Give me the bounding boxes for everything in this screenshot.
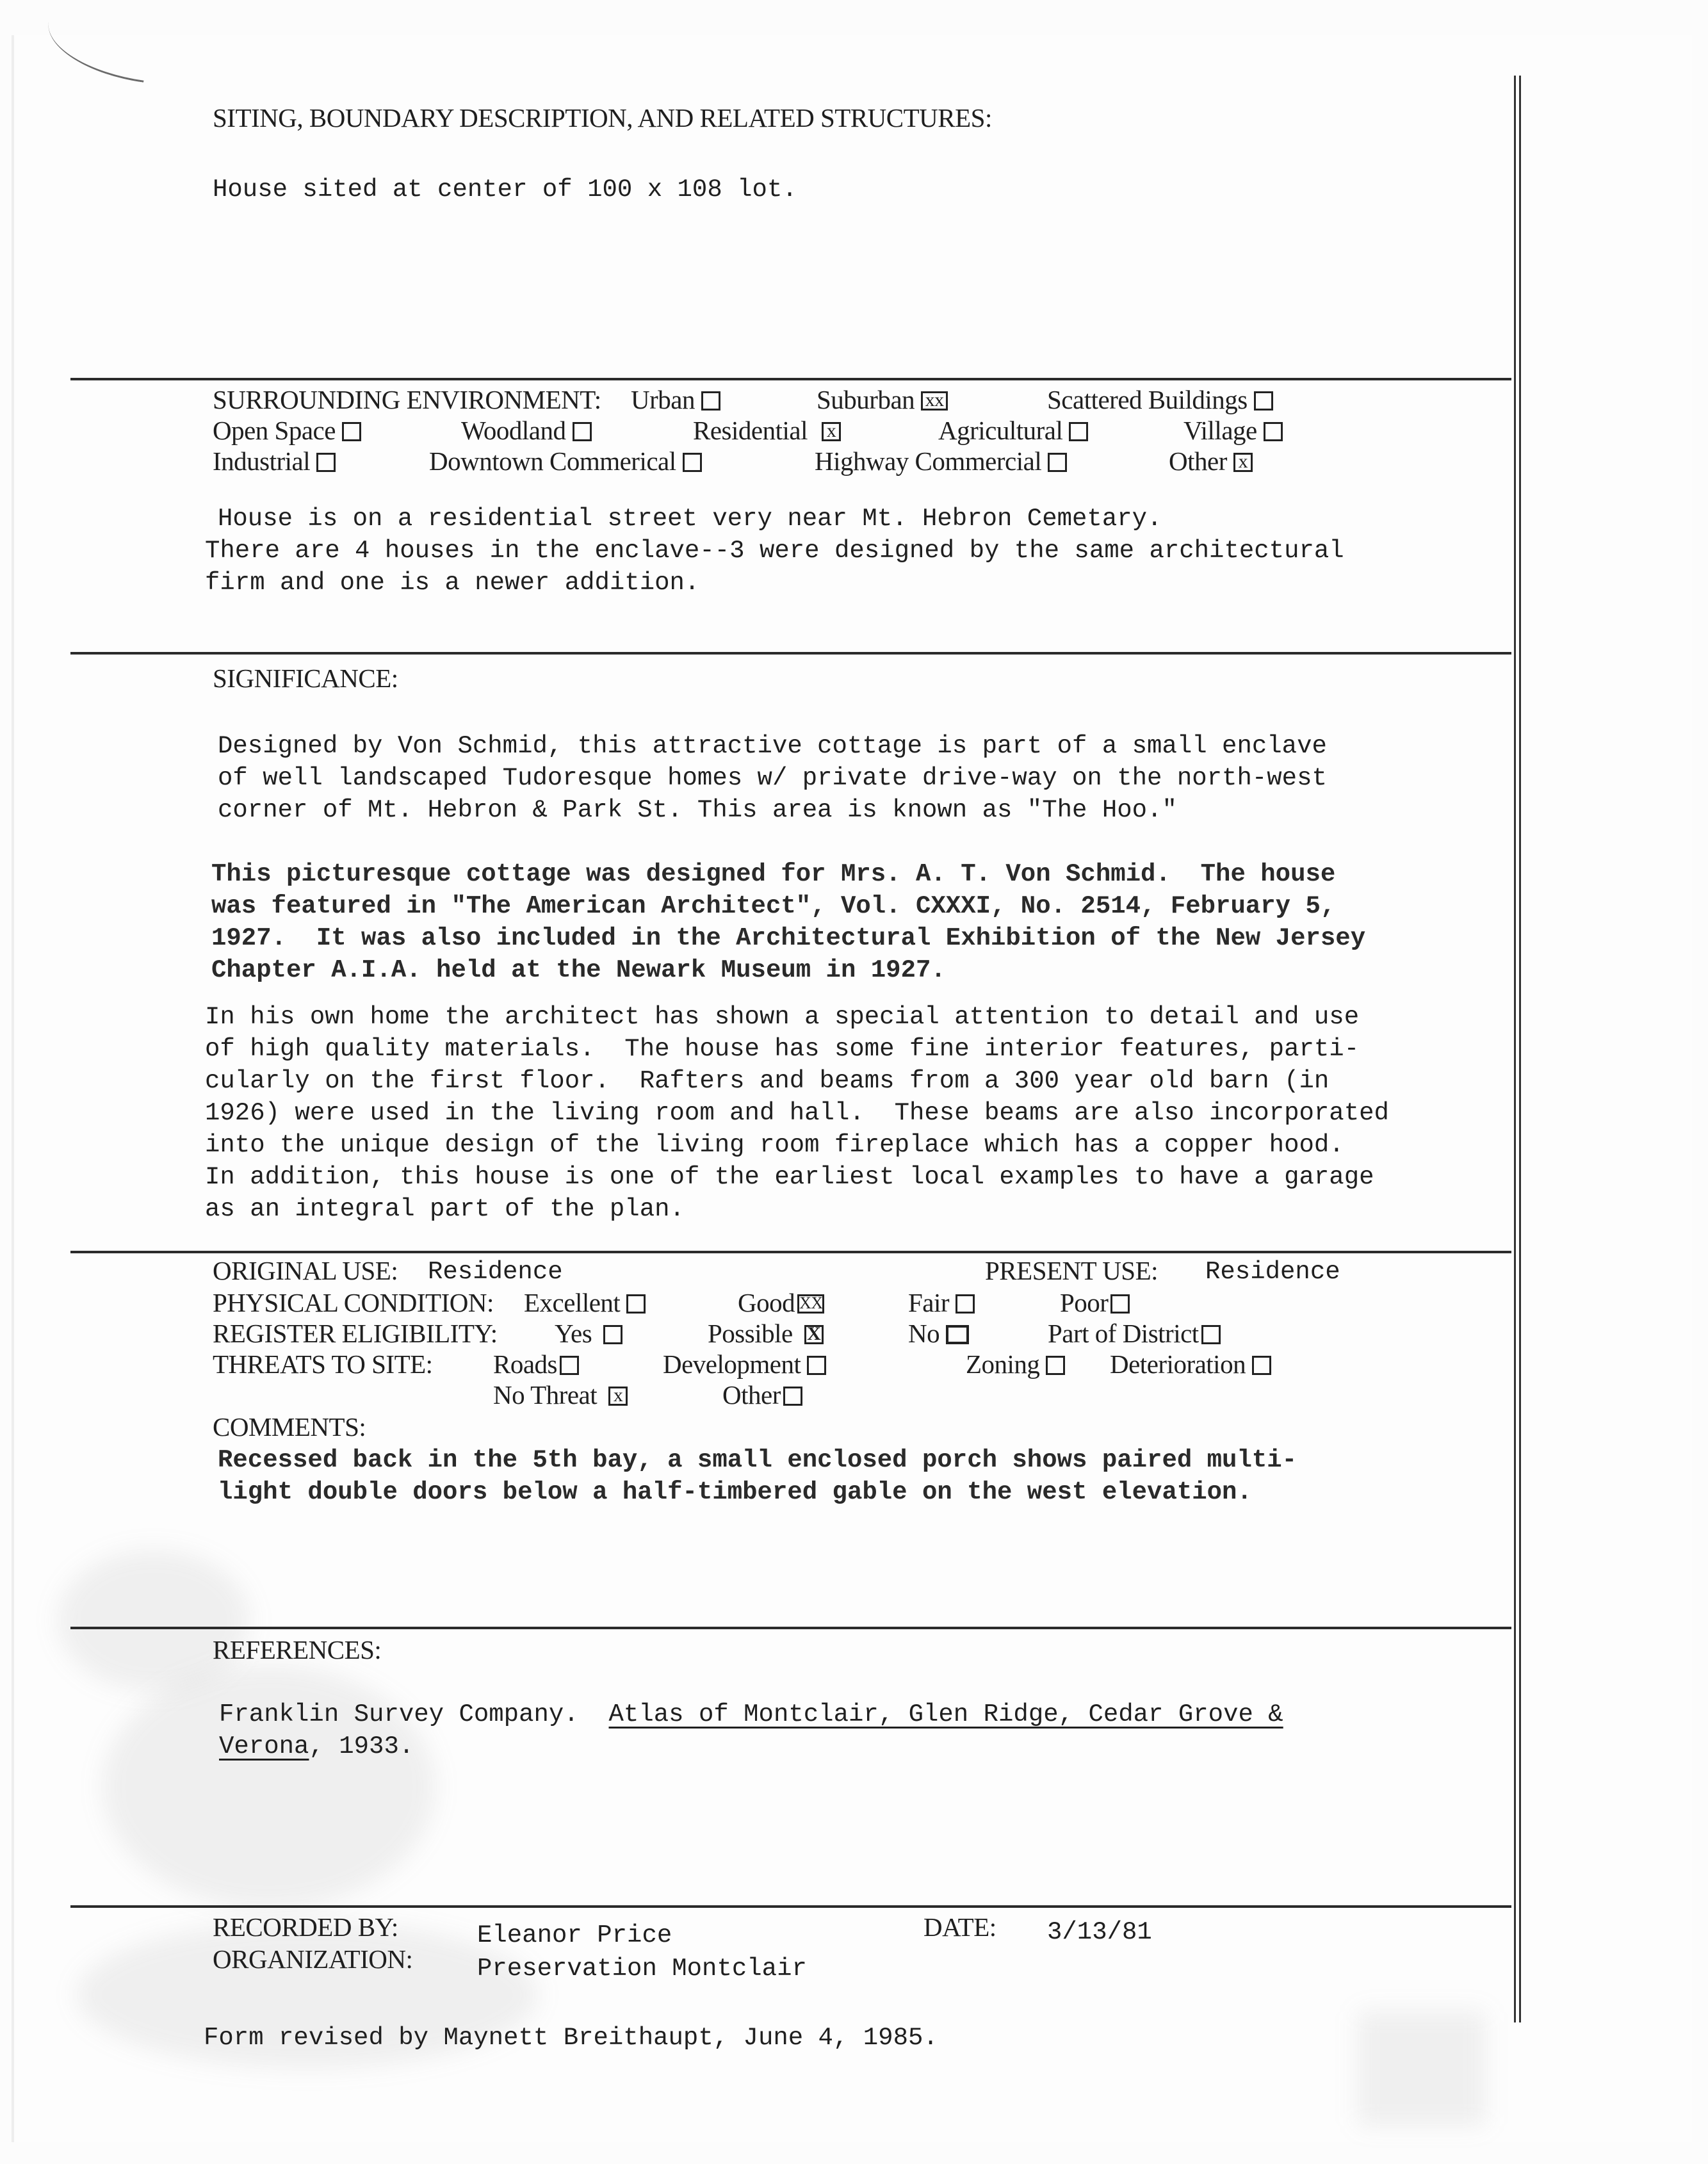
organization-value: Preservation Montclair (477, 1955, 807, 1983)
option-good[interactable] (738, 1287, 824, 1318)
option-yes[interactable] (555, 1318, 622, 1349)
option-excellent[interactable] (524, 1287, 646, 1318)
option-label: Roads (493, 1349, 557, 1379)
option-label: Village (1183, 416, 1257, 445)
siting-heading: SITING, BOUNDARY DESCRIPTION, AND RELATED STRUCTURES: (213, 103, 992, 133)
option-label: Zoning (966, 1349, 1040, 1379)
option-no-threat[interactable] (493, 1379, 628, 1410)
significance-paragraph-1 (218, 730, 1327, 826)
threats-label: THREATS TO SITE: (213, 1349, 433, 1379)
references-heading: REFERENCES: (213, 1635, 382, 1664)
recorded-by-label: RECORDED BY: (213, 1912, 398, 1942)
section-divider (70, 1627, 1511, 1629)
section-divider (70, 378, 1511, 380)
option-village[interactable] (1183, 415, 1283, 446)
surrounding-description (205, 503, 1344, 599)
option-label: Excellent (524, 1288, 621, 1317)
option-label: Residential (693, 416, 808, 445)
checkbox[interactable] (1046, 1356, 1065, 1375)
comment-line: Recessed back in the 5th bay, a small enclosed porch shows paired multi- (218, 1446, 1297, 1474)
reference-year: , 1933. (309, 1732, 414, 1761)
paragraph-line: Chapter A.I.A. held at the Newark Museum in 1927. (211, 956, 946, 984)
comments-text (218, 1444, 1297, 1508)
paragraph-line: In addition, this house is one of the earliest local examples to have a garage (205, 1163, 1374, 1191)
checkbox[interactable] (804, 1325, 824, 1344)
option-label: Part of District (1048, 1319, 1199, 1348)
paragraph-line: In his own home the architect has shown a special attention to detail and use (205, 1003, 1360, 1031)
option-fair[interactable] (908, 1287, 975, 1318)
option-poor[interactable] (1060, 1287, 1130, 1318)
significance-paragraph-2 (211, 858, 1365, 986)
paragraph-line: as an integral part of the plan. (205, 1195, 685, 1223)
check-mark: X (807, 1323, 821, 1344)
checkbox[interactable] (603, 1325, 622, 1344)
checkbox[interactable] (608, 1387, 628, 1406)
option-label: No (908, 1319, 940, 1348)
date-label: DATE: (923, 1912, 996, 1942)
checkbox[interactable] (956, 1294, 975, 1314)
option-zoning[interactable] (966, 1349, 1065, 1379)
option-other-threat[interactable] (722, 1379, 802, 1410)
siting-text: House sited at center of 100 x 108 lot. (213, 175, 797, 204)
checkbox[interactable] (1252, 1356, 1271, 1375)
option-label: Downtown Commerical (429, 446, 676, 476)
paragraph-line: Designed by Von Schmid, this attractive cottage is part of a small enclave (218, 732, 1327, 760)
smudge (1358, 2011, 1486, 2126)
significance-paragraph-3 (205, 1001, 1389, 1225)
significance-heading: SIGNIFICANCE: (213, 663, 398, 693)
description-line: House is on a residential street very near Mt. Hebron Cemetary. (218, 505, 1162, 533)
option-development[interactable] (663, 1349, 826, 1379)
option-industrial[interactable] (213, 446, 336, 476)
checkbox[interactable] (683, 453, 702, 472)
reference-line-1 (219, 1698, 1283, 1730)
option-label: Fair (908, 1288, 950, 1317)
checkbox[interactable] (316, 453, 336, 472)
reference-entry (219, 1698, 1283, 1762)
check-mark: x (613, 1385, 623, 1406)
option-open-space[interactable] (213, 415, 361, 446)
option-label: Good (738, 1288, 795, 1317)
option-possible[interactable] (708, 1318, 824, 1349)
paragraph-line: 1927. It was also included in the Architectural Exhibition of the New Jersey (211, 924, 1366, 952)
checkbox[interactable] (946, 1325, 969, 1344)
option-label: Industrial (213, 446, 311, 476)
comments-label: COMMENTS: (213, 1412, 366, 1442)
option-label: Highway Commercial (815, 446, 1042, 476)
option-label: Urban (631, 385, 695, 414)
checkbox[interactable] (560, 1356, 579, 1375)
option-part-of-district[interactable] (1048, 1318, 1221, 1349)
surrounding-heading: SURROUNDING ENVIRONMENT: (213, 385, 601, 414)
option-downtown-commercial[interactable] (429, 446, 702, 476)
option-label: Agricultural (938, 416, 1063, 445)
checkbox[interactable] (797, 1294, 824, 1314)
checkbox[interactable] (822, 422, 841, 441)
checkbox[interactable] (701, 391, 720, 411)
option-label: Development (663, 1349, 801, 1379)
original-use-value: Residence (428, 1258, 563, 1286)
reference-title: Atlas of Montclair, Glen Ridge, Cedar Grove & (608, 1700, 1283, 1729)
option-label: Woodland (461, 416, 566, 445)
option-agricultural[interactable] (938, 415, 1088, 446)
checkbox[interactable] (1254, 391, 1273, 411)
paragraph-line: corner of Mt. Hebron & Park St. This area is known as "The Hoo." (218, 796, 1177, 824)
checkbox[interactable] (1201, 1325, 1221, 1344)
present-use-label: PRESENT USE: (985, 1256, 1159, 1285)
checkbox[interactable] (1048, 453, 1067, 472)
section-divider (70, 652, 1511, 655)
option-deterioration[interactable] (1110, 1349, 1271, 1379)
checkbox[interactable] (807, 1356, 826, 1375)
checkbox[interactable] (626, 1294, 646, 1314)
original-use-label: ORIGINAL USE: (213, 1256, 398, 1285)
checkbox[interactable] (1110, 1294, 1130, 1314)
checkbox[interactable] (573, 422, 592, 441)
option-label: Yes (555, 1319, 592, 1348)
register-eligibility-label: REGISTER ELIGIBILITY: (213, 1319, 498, 1348)
section-divider (70, 1905, 1511, 1908)
form-revised-note: Form revised by Maynett Breithaupt, June 4, 1985. (204, 2024, 938, 2052)
option-urban[interactable] (631, 384, 720, 415)
description-line: firm and one is a newer addition. (205, 569, 700, 597)
check-mark: x (1238, 451, 1248, 472)
check-mark: XX (799, 1294, 823, 1312)
description-line: There are 4 houses in the enclave--3 were designed by the same architectural (205, 537, 1344, 565)
option-no[interactable] (908, 1318, 969, 1349)
option-woodland[interactable] (461, 415, 592, 446)
recorded-by-value: Eleanor Price (477, 1921, 672, 1949)
checkbox[interactable] (1264, 422, 1283, 441)
checkbox[interactable] (342, 422, 361, 441)
option-residential[interactable] (693, 415, 841, 446)
option-scattered-buildings[interactable] (1047, 384, 1273, 415)
section-divider (70, 1251, 1511, 1253)
reference-author: Franklin Survey Company. (219, 1700, 579, 1729)
checkbox[interactable] (783, 1387, 802, 1406)
checkbox[interactable] (1069, 422, 1088, 441)
reference-title-continued: Verona (219, 1732, 309, 1761)
paragraph-line: of high quality materials. The house has some fine interior features, parti- (205, 1035, 1360, 1063)
option-roads[interactable] (493, 1349, 579, 1379)
option-label: Scattered Buildings (1047, 385, 1248, 414)
paragraph-line: of well landscaped Tudoresque homes w/ private drive-way on the north-west (218, 764, 1327, 792)
paragraph-line: 1926) were used in the living room and hall. These beams are also incorporated (205, 1099, 1389, 1127)
option-highway-commercial[interactable] (815, 446, 1067, 476)
option-label: No Threat (493, 1380, 598, 1410)
organization-label: ORGANIZATION: (213, 1944, 413, 1974)
option-label: Possible (708, 1319, 793, 1348)
check-mark: x (826, 420, 836, 441)
checkbox[interactable] (921, 391, 948, 411)
reference-line-2 (219, 1730, 1283, 1762)
check-mark: xx (925, 389, 944, 411)
right-border-double-line (1514, 76, 1521, 2022)
present-use-value: Residence (1205, 1258, 1340, 1286)
physical-condition-label: PHYSICAL CONDITION: (213, 1288, 494, 1317)
option-label: Other (722, 1380, 781, 1410)
paragraph-line: into the unique design of the living room fireplace which has a copper hood. (205, 1131, 1344, 1159)
paragraph-line: was featured in "The American Architect", Vol. CXXXI, No. 2514, February 5, (211, 892, 1336, 920)
option-label: Open Space (213, 416, 336, 445)
date-value: 3/13/81 (1047, 1918, 1152, 1946)
paragraph-line: This picturesque cottage was designed for Mrs. A. T. Von Schmid. The house (211, 860, 1336, 888)
checkbox[interactable] (1233, 453, 1253, 472)
option-suburban[interactable] (817, 384, 948, 415)
option-label: Deterioration (1110, 1349, 1246, 1379)
paragraph-line: cularly on the first floor. Rafters and beams from a 300 year old barn (in (205, 1067, 1330, 1095)
option-other[interactable] (1169, 446, 1253, 476)
comment-line: light double doors below a half-timbered gable on the west elevation. (218, 1478, 1252, 1506)
option-label: Suburban (817, 385, 915, 414)
option-label: Other (1169, 446, 1227, 476)
option-label: Poor (1060, 1288, 1109, 1317)
